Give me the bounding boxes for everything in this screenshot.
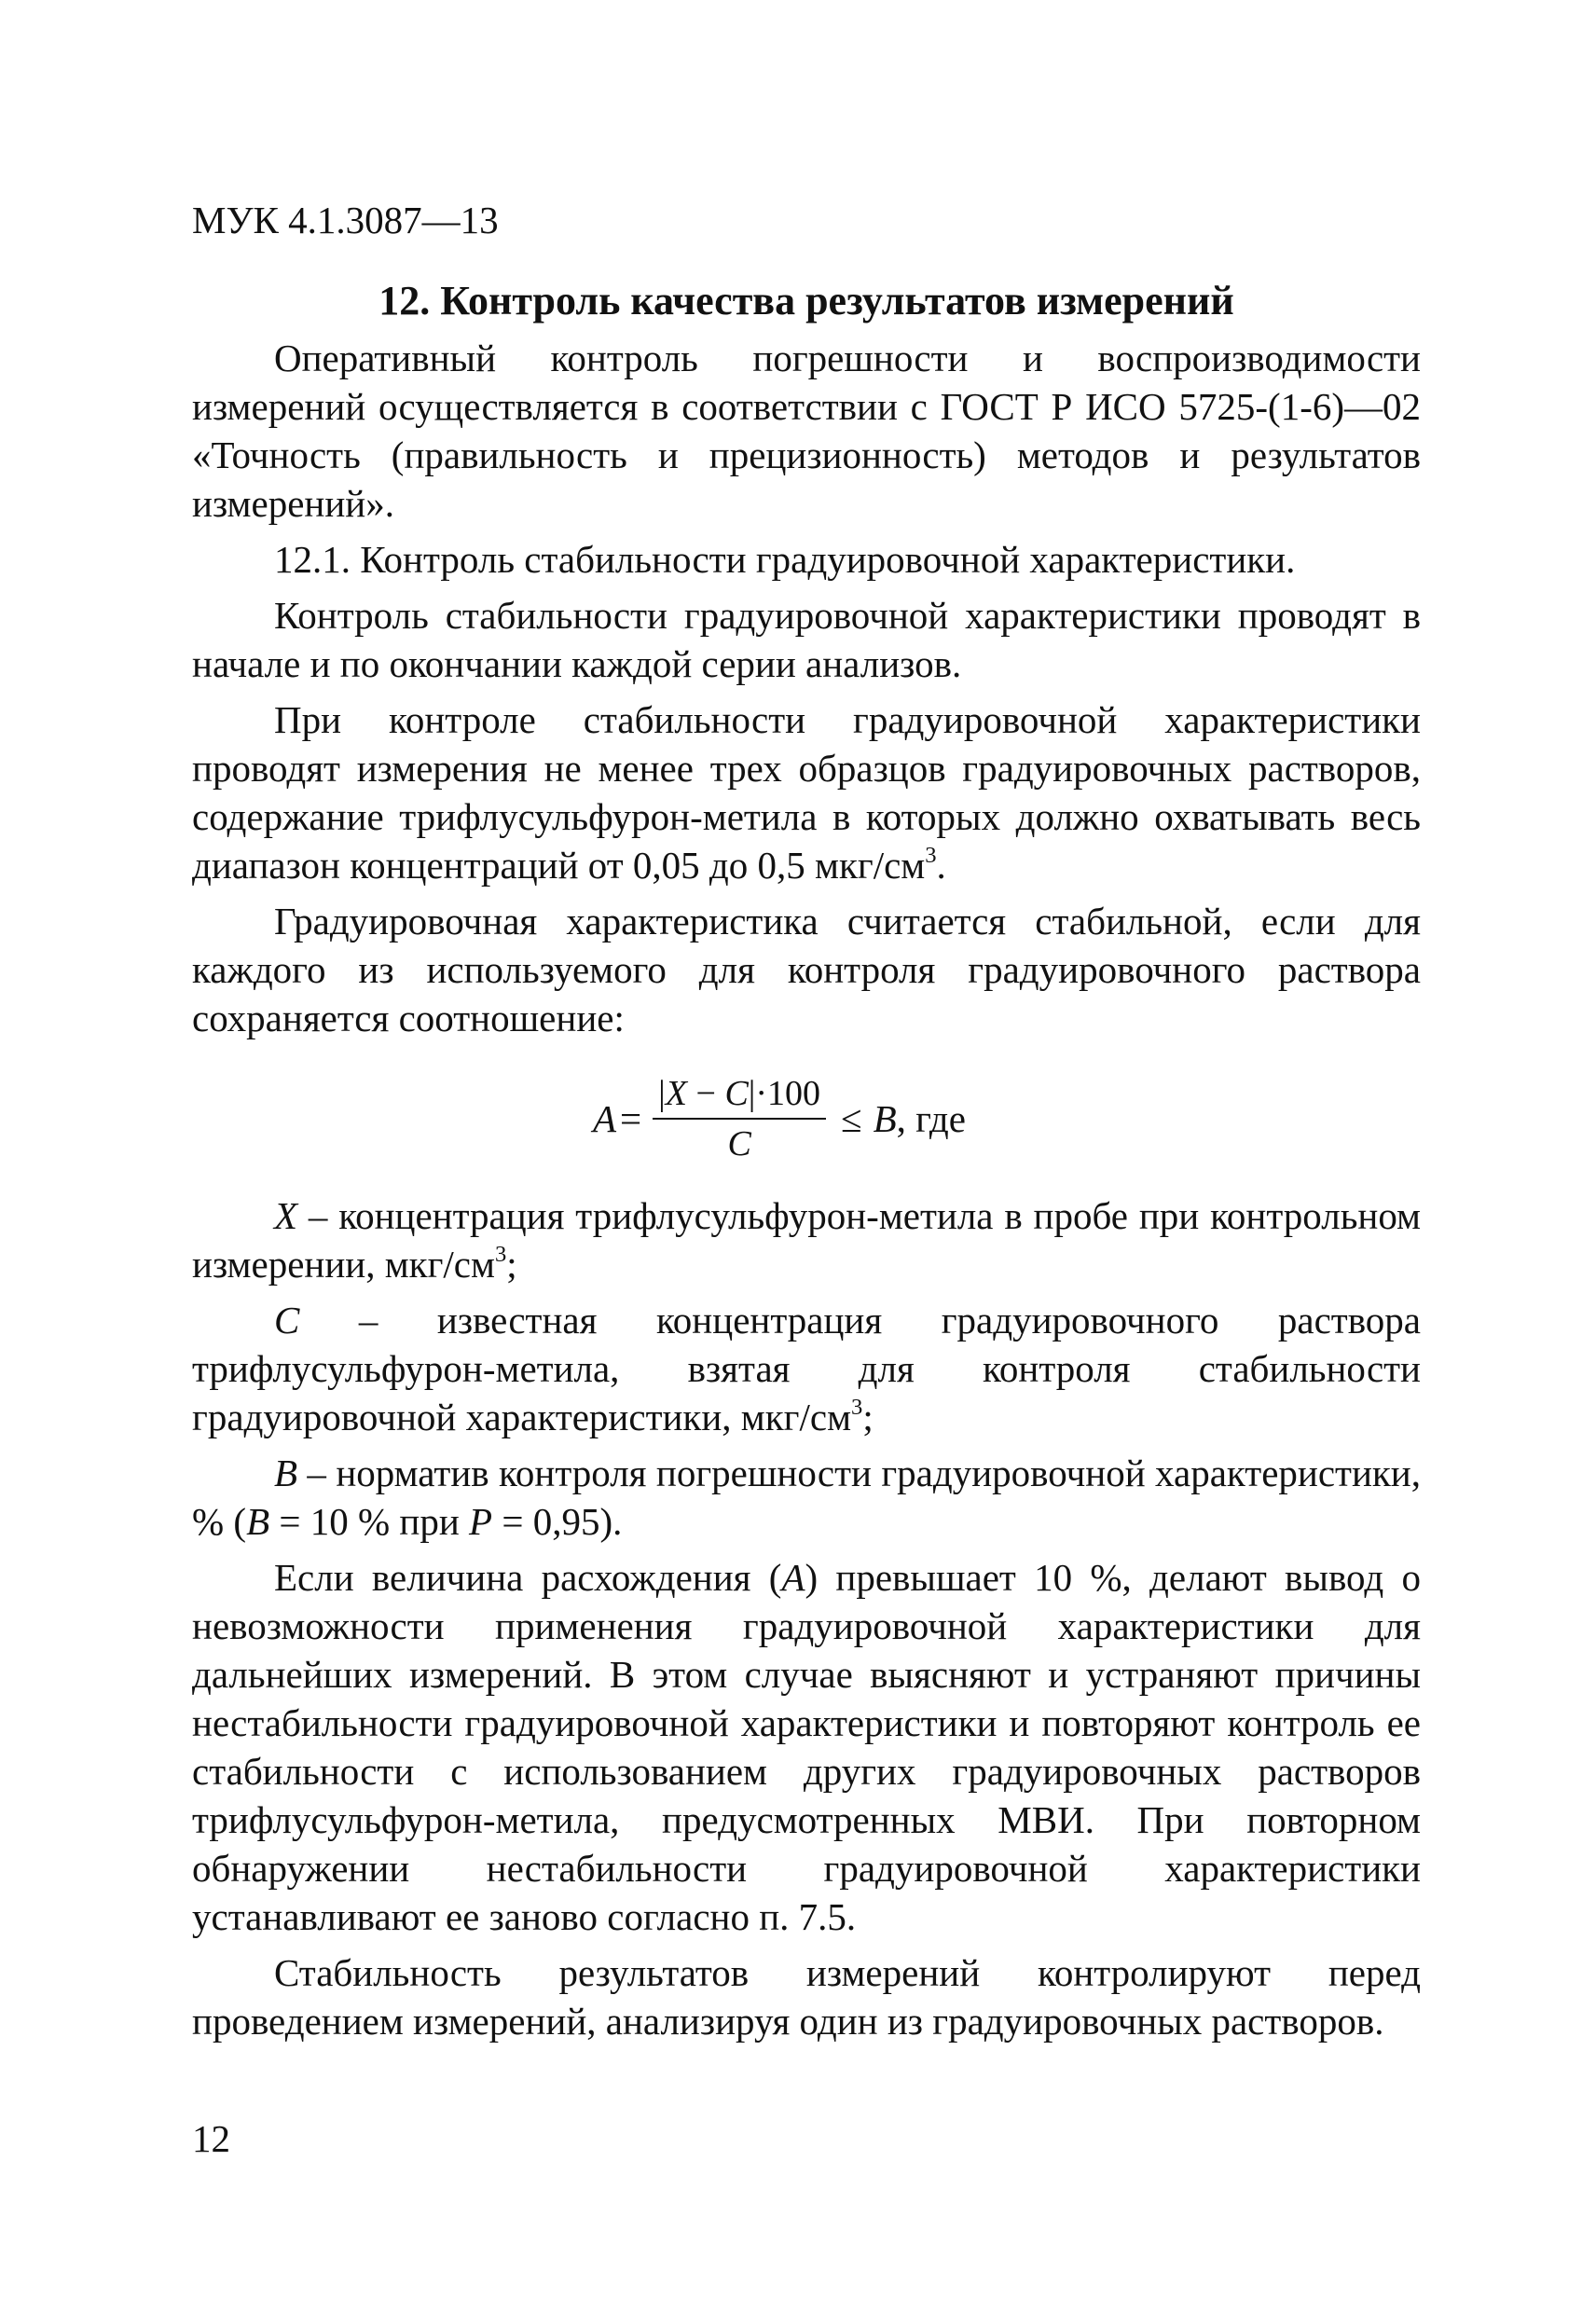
- definition-b-text: – норматив контроля погрешности градуировочной характеристики, % (: [192, 1452, 1421, 1543]
- definition-c-var: C: [274, 1299, 300, 1342]
- definition-x-text: – концентрация трифлусульфурон-метила в пробе при контрольном измерении, мкг/см: [192, 1194, 1421, 1286]
- definition-c-sup: 3: [851, 1395, 863, 1421]
- formula: [593, 1063, 1421, 1175]
- definition-x: [192, 1191, 1421, 1288]
- formula-multiplier: ·100: [755, 1074, 821, 1113]
- definition-b: [192, 1449, 1421, 1546]
- abs-close: |: [748, 1074, 756, 1113]
- paragraph-deviation: [192, 1553, 1421, 1941]
- intro-paragraph: Оперативный контроль погрешности и воспроизводимости измерений осуществляется в соответствии с ГОСТ Р ИСО 5725-(1-6)—02 «Точность (правильность и прецизионность) методов и результатов измерений».: [192, 337, 1421, 525]
- paragraph-deviation-b: ) превышает 10 %, делают вывод о невозможности применения градуировочной характеристики для дальнейших измерений. В этом случае выясняют и устраняют причины нестабильности градуировочной характеристики и повторяют контроль ее стабильности с использованием других градуировочных растворов трифлусульфурон-метила, предусмотренных МВИ. При повторном обнаружении нестабильности градуировочной характеристики устанавливают ее заново согласно п. 7.5.: [192, 1556, 1421, 1938]
- paragraph-stability-condition: Градуировочная характеристика считается стабильной, если для каждого из используемого для контроля градуировочного раствора сохраняется соотношение:: [192, 900, 1421, 1039]
- formula-fraction: [653, 1073, 826, 1164]
- formula-rhs: B: [873, 1097, 897, 1140]
- superscript-3: 3: [925, 843, 937, 869]
- document-code: МУК 4.1.3087—13: [192, 199, 499, 241]
- paragraph-stability-results: Стабильность результатов измерений контролируют перед проведением измерений, анализируя один из градуировочных растворов.: [192, 1951, 1421, 2043]
- paragraph-deviation-var: A: [781, 1556, 805, 1599]
- formula-denominator: C: [727, 1124, 751, 1163]
- formula-x: X: [665, 1074, 687, 1113]
- definition-b-text2: = 10 % при: [269, 1500, 470, 1543]
- formula-leq: ≤: [841, 1097, 862, 1140]
- paragraph-end-mark: .: [936, 844, 946, 887]
- formula-lhs: A: [593, 1097, 617, 1140]
- definition-b-text3: = 0,95).: [492, 1500, 623, 1543]
- paragraph-control-procedure: [192, 695, 1421, 889]
- abs-open: |: [658, 1074, 666, 1113]
- definition-x-sup: 3: [494, 1242, 507, 1268]
- page-content: [192, 276, 1421, 2045]
- definition-b-var: B: [274, 1452, 298, 1494]
- paragraph-deviation-a: Если величина расхождения (: [274, 1556, 782, 1599]
- paragraph-control-timing: Контроль стабильности градуировочной характеристики проводят в начале и по окончании каждой серии анализов.: [192, 594, 1421, 685]
- formula-c: C: [724, 1074, 749, 1113]
- definition-x-var: X: [274, 1194, 298, 1237]
- definition-b-var2: B: [246, 1500, 270, 1543]
- page-number: 12: [192, 2117, 230, 2160]
- definition-c-end: ;: [862, 1396, 874, 1438]
- subsection-title: 12.1. Контроль стабильности градуировочной характеристики.: [274, 538, 1296, 581]
- definition-x-end: ;: [506, 1243, 517, 1286]
- definition-c-text: – известная концентрация градуировочного раствора трифлусульфурон-метила, взятая для контроля стабильности градуировочной характеристики, мкг/см: [192, 1299, 1421, 1438]
- formula-minus: −: [687, 1074, 725, 1113]
- formula-where: , где: [896, 1097, 966, 1140]
- definition-b-var3: P: [469, 1500, 493, 1543]
- formula-numerator: [653, 1073, 826, 1120]
- definition-c: [192, 1296, 1421, 1441]
- section-title: 12. Контроль качества результатов измерений: [378, 278, 1234, 323]
- formula-equals: =: [620, 1097, 642, 1140]
- paragraph-control-procedure-text: При контроле стабильности градуировочной характеристики проводят измерения не менее трех образцов градуировочных растворов, содержание трифлусульфурон-метила в которых должно охватывать весь диапазон концентраций от 0,05 до 0,5 мкг/см: [192, 698, 1421, 887]
